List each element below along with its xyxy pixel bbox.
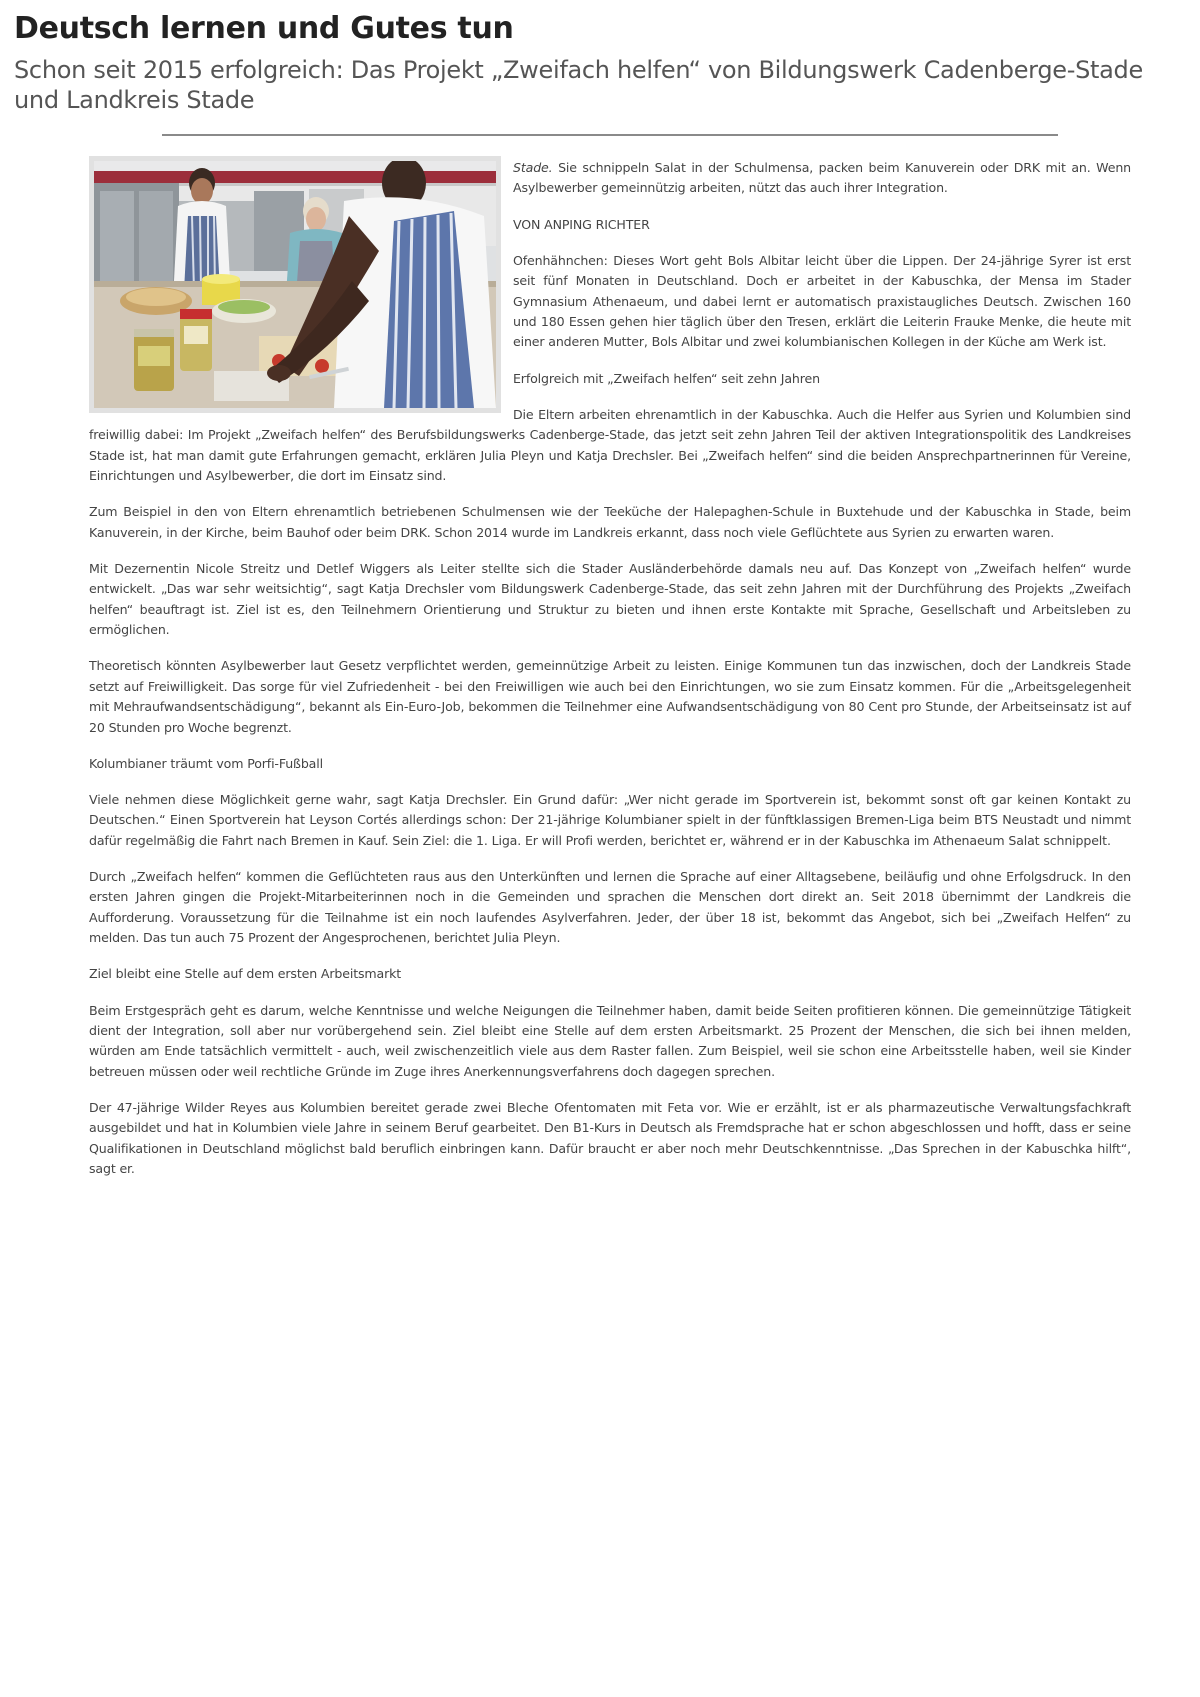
lead-place: Stade.: [513, 160, 553, 175]
body-paragraph: Beim Erstgespräch geht es darum, welche Kenntnisse und welche Neigungen die Teilnehmer haben, damit beide Seiten profitieren können. Die gemeinnützige Tätigkeit dient der Integration, soll aber nur vorübergehend sein. Ziel bleibt eine Stelle auf dem ersten Arbeitsmarkt. 25 Prozent der Menschen, die sich bei ihnen melden, würden am Ende tatsächlich vermittelt - auch, weil zwischenzeitlich viele aus dem Raster fallen. Zum Beispiel, weil sie schon eine Arbeitsstelle haben, weil sie Kinder betreuen müssen oder weil rechtliche Gründe im Zuge ihres Anerkennungsverfahrens doch dagegen sprechen.: [89, 1002, 1131, 1079]
byline: VON ANPING RICHTER: [513, 216, 650, 232]
article-headline: Deutsch lernen und Gutes tun: [14, 11, 514, 46]
body-paragraph: Die Eltern arbeiten ehrenamtlich in der Kabuschka. Auch die Helfer aus Syrien und Kolumbien sind freiwillig dabei: Im Projekt „Zweifach helfen“ des Berufsbildungswerks Cadenberge-Stade, das jetzt seit zehn Jahren Teil der aktiven Integrationspolitik des Landkreises Stade ist, hat man damit gute Erfahrungen gemacht, erklären Julia Pleyn und Katja Drechsler. Bei „Zweifach helfen“ sind die beiden Ansprechpartnerinnen für Vereine, Einrichtungen und Asylbewerber, die dort im Einsatz sind.: [89, 406, 1131, 484]
body-paragraph: Viele nehmen diese Möglichkeit gerne wahr, sagt Katja Drechsler. Ein Grund dafür: „Wer nicht gerade im Sportverein ist, bekommt sonst oft gar keinen Kontakt zu Deutschen.“ Einen Sportverein hat Leyson Cortés allerdings schon: Der 21-jährige Kolumbianer spielt in der fünftklassigen Bremen-Liga beim BTS Neustadt und nimmt dafür regelmäßig die Fahrt nach Bremen in Kauf. Sein Ziel: die 1. Liga. Er will Profi werden, berichtet er, während er in der Kabuschka im Athenaeum Salat schnippelt.: [89, 791, 1131, 848]
body-paragraph: Theoretisch könnten Asylbewerber laut Gesetz verpflichtet werden, gemeinnützige Arbeit zu leisten. Einige Kommunen tun das inzwischen, doch der Landkreis Stade setzt auf Freiwilligkeit. Das sorge für viel Zufriedenheit - bei den Freiwilligen wie auch bei den Einrichtungen, wo sie zum Einsatz kommen. Für die „Arbeitsgelegenheit mit Mehraufwandsentschädigung“, bekannt als Ein-Euro-Job, bekommen die Teilnehmer eine Aufwandsentschädigung von 80 Cent pro Stunde, der Arbeitseinsatz ist auf 20 Stunden pro Woche begrenzt.: [89, 658, 1131, 735]
article-body: [89, 158, 1131, 1195]
body-paragraph: Mit Dezernentin Nicole Streitz und Detlef Wiggers als Leiter stellte sich die Stader Ausländerbehörde damals neu auf. Das Konzept von „Zweifach helfen“ wurde entwickelt. „Das war sehr weitsichtig“, sagt Katja Drechsler vom Bildungswerk Cadenberge-Stade, das seit zehn Jahren mit der Durchführung des Projekts „Zweifach helfen“ beauftragt ist. Ziel ist es, den Teilnehmern Orientierung und Struktur zu bieten und ihnen erste Kontakte mit Sprache, Gesellschaft und Arbeitsleben zu ermöglichen.: [89, 560, 1131, 638]
article-photo: [89, 156, 501, 413]
kitchen-photo-illustration: [94, 161, 496, 408]
section-subheading: Ziel bleibt eine Stelle auf dem ersten Arbeitsmarkt: [89, 966, 402, 982]
body-paragraph: Zum Beispiel in den von Eltern ehrenamtlich betriebenen Schulmensen wie der Teeküche der Halepaghen-Schule in Buxtehude und der Kabuschka in Stade, beim Kanuverein, in der Kirche, beim Bauhof oder beim DRK. Schon 2014 wurde im Landkreis erkannt, dass noch viele Geflüchtete aus Syrien zu erwarten waren.: [89, 504, 1131, 540]
body-paragraph: Ofenhähnchen: Dieses Wort geht Bols Albitar leicht über die Lippen. Der 24-jährige Syrer ist erst seit fünf Monaten in Deutschland. Doch er arbeitet in der Kabuschka, der Mensa im Stader Gymnasium Athenaeum, und dabei lernt er automatisch praxistaugliches Deutsch. Zwischen 160 und 180 Essen gehen hier täglich über den Tresen, erklärt die Leiterin Frauke Menke, die heute mit einer anderen Mutter, Bols Albitar und zwei kolumbianischen Kollegen in der Küche am Werk ist.: [513, 252, 1131, 350]
article-subheadline: Schon seit 2015 erfolgreich: Das Projekt „Zweifach helfen“ von Bildungswerk Cadenberge-Stade und Landkreis Stade: [14, 56, 1143, 114]
divider-rule: [162, 134, 1058, 136]
body-paragraph: Der 47-jährige Wilder Reyes aus Kolumbien bereitet gerade zwei Bleche Ofentomaten mit Feta vor. Wie er erzählt, ist er als pharmazeutische Verwaltungsfachkraft ausgebildet und hat in Kolumbien viele Jahre in seinem Beruf gearbeitet. Den B1-Kurs in Deutsch als Fremdsprache hat er schon abgeschlossen und hofft, dass er seine Qualifikationen in Deutschland möglichst bald beruflich einbringen kann. Dafür braucht er aber noch mehr Deutschkenntnisse. „Das Sprechen in der Kabuschka hilft“, sagt er.: [89, 1099, 1131, 1177]
lead-text: Sie schnippeln Salat in der Schulmensa, packen beim Kanuverein oder DRK mit an. Wenn Asylbewerber gemeinnützig arbeiten, nützt das auch ihrer Integration.: [513, 160, 1131, 196]
section-subheading: Kolumbianer träumt vom Porfi-Fußball: [89, 755, 323, 771]
section-subheading: Erfolgreich mit „Zweifach helfen“ seit zehn Jahren: [513, 370, 820, 386]
body-paragraph: Durch „Zweifach helfen“ kommen die Geflüchteten raus aus den Unterkünften und lernen die Sprache auf einer Alltagsebene, beiläufig und ohne Erfolgsdruck. In den ersten Jahren gingen die Projekt-Mitarbeiterinnen noch in die Gemeinden und sprachen die Menschen dort direkt an. Seit 2018 übernimmt der Landkreis die Aufforderung. Voraussetzung für die Teilnahme ist ein noch laufendes Asylverfahren. Jeder, der über 18 ist, bekommt das Angebot, sich bei „Zweifach Helfen“ zu melden. Das tun auch 75 Prozent der Angesprochenen, berichtet Julia Pleyn.: [89, 868, 1131, 946]
